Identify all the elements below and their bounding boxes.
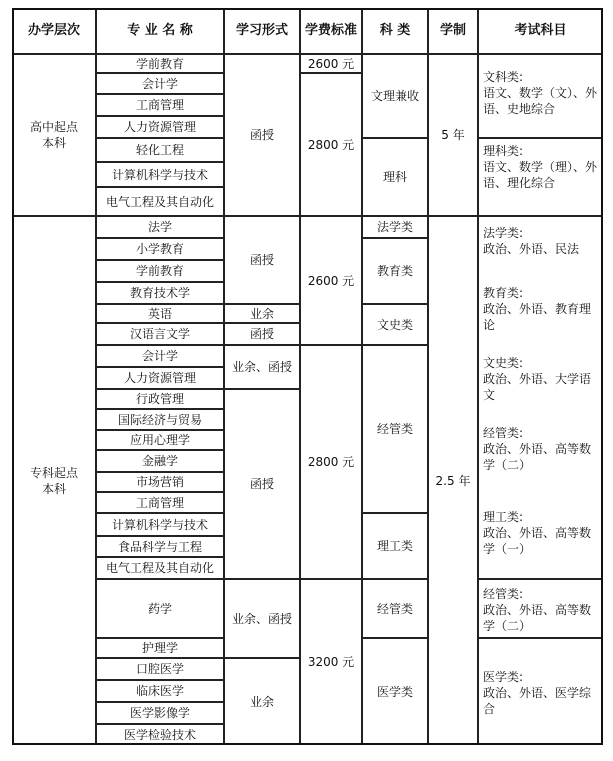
major-row: 电气工程及其自动化 [96, 557, 224, 579]
major-row: 国际经济与贸易 [96, 409, 224, 430]
duration-cell: 5 年 [428, 54, 478, 216]
study-form-cell: 业余 [224, 658, 300, 745]
category-cell: 经管类 [362, 579, 428, 638]
header-major: 专 业 名 称 [96, 8, 224, 54]
major-row: 小学教育 [96, 238, 224, 260]
study-form-cell: 函授 [224, 389, 300, 579]
major-row: 医学检验技术 [96, 724, 224, 745]
major-row: 会计学 [96, 345, 224, 367]
major-row: 护理学 [96, 638, 224, 658]
major-row: 行政管理 [96, 389, 224, 409]
fee-cell: 2800 元 [300, 73, 362, 216]
header-study-form: 学习形式 [224, 8, 300, 54]
study-form-cell: 函授 [224, 323, 300, 345]
major-row: 临床医学 [96, 680, 224, 702]
major-row: 会计学 [96, 73, 224, 94]
header-fee: 学费标准 [300, 8, 362, 54]
study-form-cell: 函授 [224, 54, 300, 216]
major-row: 学前教育 [96, 260, 224, 282]
exam-ligong: 理工类: 政治、外语、高等数学（一） [483, 510, 592, 556]
major-row: 电气工程及其自动化 [96, 187, 224, 216]
major-row: 人力资源管理 [96, 116, 224, 138]
header-level: 办学层次 [12, 8, 96, 54]
exam-edu: 教育类: 政治、外语、教育理论 [483, 286, 592, 332]
fee-cell: 2600 元 [300, 216, 362, 345]
fee-cell: 3200 元 [300, 579, 362, 745]
major-row: 英语 [96, 304, 224, 323]
category-cell: 理工类 [362, 513, 428, 579]
category-cell: 教育类 [362, 238, 428, 304]
header-duration: 学制 [428, 8, 478, 54]
fee-cell: 2800 元 [300, 345, 362, 579]
study-form-cell: 业余、函授 [224, 345, 300, 389]
major-row: 计算机科学与技术 [96, 162, 224, 187]
major-row: 人力资源管理 [96, 367, 224, 389]
admission-table [12, 8, 603, 745]
study-form-cell: 业余、函授 [224, 579, 300, 658]
major-row: 学前教育 [96, 54, 224, 73]
category-cell: 理科 [362, 138, 428, 216]
fee-cell: 2600 元 [300, 54, 362, 73]
major-row: 市场营销 [96, 472, 224, 492]
major-row: 食品科学与工程 [96, 536, 224, 557]
duration-cell: 2.5 年 [428, 216, 478, 745]
major-row: 医学影像学 [96, 702, 224, 724]
exam-law: 法学类: 政治、外语、民法 [483, 226, 580, 256]
major-row: 汉语言文学 [96, 323, 224, 345]
exam-cell: 文科类: 语文、数学（文）、外语、史地综合 [478, 54, 603, 138]
major-row: 药学 [96, 579, 224, 638]
major-row: 口腔医学 [96, 658, 224, 680]
level-gqb: 高中起点 本科 [12, 54, 96, 216]
major-row: 法学 [96, 216, 224, 238]
major-row: 轻化工程 [96, 138, 224, 162]
category-cell: 经管类 [362, 345, 428, 513]
exam-cell [478, 216, 603, 579]
level-zsb: 专科起点 本科 [12, 216, 96, 745]
exam-jingguan: 经管类: 政治、外语、高等数学（二） [483, 426, 592, 472]
study-form-cell: 业余 [224, 304, 300, 323]
category-cell: 文史类 [362, 304, 428, 345]
major-row: 计算机科学与技术 [96, 513, 224, 536]
major-row: 工商管理 [96, 94, 224, 116]
study-form-cell: 函授 [224, 216, 300, 304]
category-cell: 医学类 [362, 638, 428, 745]
exam-wenshi: 文史类: 政治、外语、大学语文 [483, 356, 592, 402]
category-cell: 文理兼收 [362, 54, 428, 138]
exam-cell: 经管类: 政治、外语、高等数学（二） [478, 579, 603, 638]
major-row: 金融学 [96, 450, 224, 472]
exam-cell: 医学类: 政治、外语、医学综合 [478, 638, 603, 745]
major-row: 教育技术学 [96, 282, 224, 304]
major-row: 工商管理 [96, 492, 224, 513]
major-row: 应用心理学 [96, 430, 224, 450]
header-category: 科 类 [362, 8, 428, 54]
exam-cell: 理科类: 语文、数学（理）、外语、理化综合 [478, 138, 603, 216]
category-cell: 法学类 [362, 216, 428, 238]
header-exam-subjects: 考试科目 [478, 8, 603, 54]
